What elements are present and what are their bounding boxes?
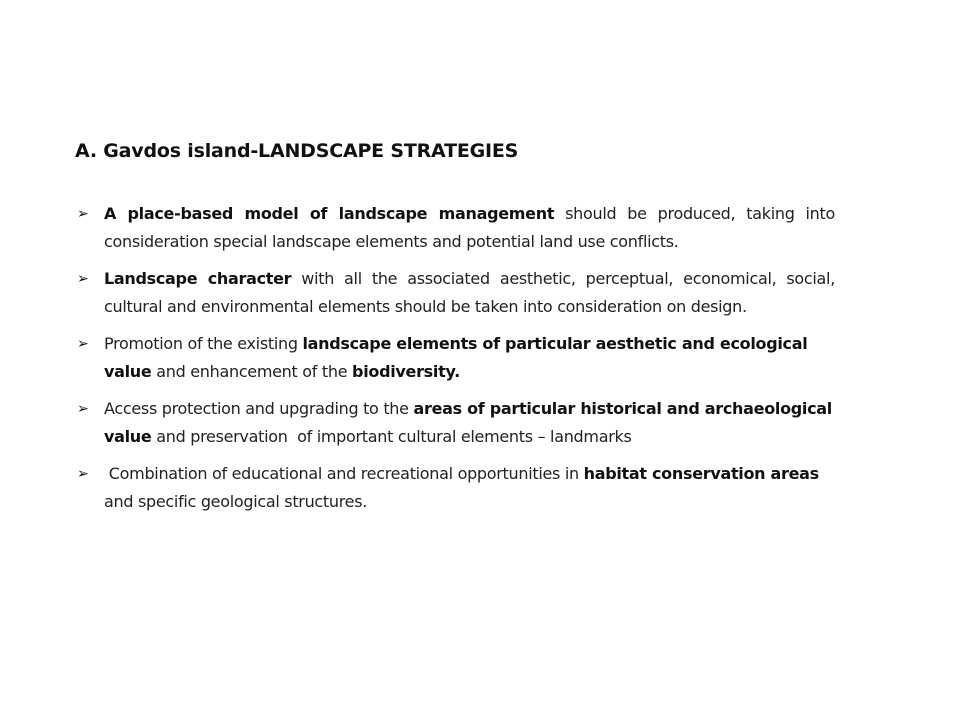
strategy-text: should be produced, taking into consideration special landscape elements and potential land use conflicts. bbox=[104, 204, 835, 251]
arrow-bullet-icon: ➢ bbox=[77, 401, 89, 417]
strategy-text-bold: habitat conservation areas bbox=[583, 464, 819, 483]
slide-title: A. Gavdos island-LANDSCAPE STRATEGIES bbox=[75, 140, 519, 162]
strategy-text-bold: landscape elements of particular aesthetic and ecological value bbox=[104, 334, 808, 381]
strategy-text: and specific geological structures. bbox=[104, 492, 368, 511]
strategy-text: Promotion of the existing bbox=[104, 334, 303, 353]
arrow-bullet-icon: ➢ bbox=[77, 271, 89, 287]
strategy-item bbox=[75, 460, 835, 516]
strategy-text-bold: A place-based model of landscape management bbox=[104, 204, 555, 223]
strategy-text: Combination of educational and recreational opportunities in bbox=[104, 464, 584, 483]
strategy-item bbox=[75, 330, 835, 386]
arrow-bullet-icon: ➢ bbox=[77, 336, 89, 352]
strategy-text: and enhancement of the bbox=[151, 362, 353, 381]
strategy-text: Access protection and upgrading to the bbox=[104, 399, 414, 418]
arrow-bullet-icon: ➢ bbox=[77, 206, 89, 222]
strategy-item bbox=[75, 395, 835, 451]
strategy-item bbox=[75, 200, 835, 256]
arrow-bullet-icon: ➢ bbox=[77, 466, 89, 482]
strategy-list bbox=[75, 200, 835, 525]
strategy-text-bold: biodiversity. bbox=[352, 362, 460, 381]
strategy-text-bold: Landscape character bbox=[104, 269, 292, 288]
strategy-text: with all the associated aesthetic, perceptual, economical, social, cultural and environmental elements should be taken into consideration on design. bbox=[104, 269, 835, 316]
strategy-text-bold: areas of particular historical and archaeological value bbox=[104, 399, 832, 446]
strategy-text: and preservation of important cultural elements – landmarks bbox=[151, 427, 632, 446]
strategy-item bbox=[75, 265, 835, 321]
